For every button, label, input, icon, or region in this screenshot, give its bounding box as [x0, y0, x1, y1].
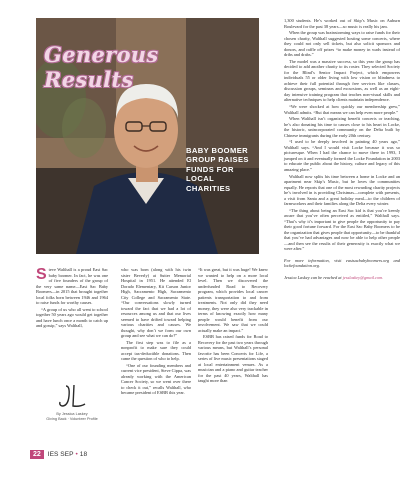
paragraph: The first step was to file as a nonprofit to make sure they could accept tax-deductible donations. Then came the question of who to help.: [121, 339, 191, 362]
article-column-3: [198, 267, 268, 463]
signature-mark: [56, 382, 88, 412]
paragraph: When the group was brainstorming ways to raise funds for their chosen charity, Walthall suggested hosting some concerts, where they could not only sell tickets, but also solicit sponsors and donors, and raffle off prizes “to make money in wads instead of dribs and drabs.”: [284, 30, 400, 58]
article-column-2: [121, 267, 191, 463]
paragraph: “One of our founding members and current vice president, Steve Cippa, was already working with the American Cancer Society, so we went over there to check it out,” recalls Walthall, who became president of ESBB this year.: [121, 362, 191, 396]
paragraph: When Walthall isn’t organizing benefit concerts or teaching, he’s also donating his time to causes close to his heart in Locke, the historic, unincorporated community on the Delta built by Chinese immigrants during the early 20th century.: [284, 116, 400, 138]
hero-photo: [36, 18, 259, 254]
folio-separator-icon: •: [75, 450, 78, 458]
subtitle-kicker: BABY BOOMER GROUP RAISES FUNDS FOR LOCAL CHARITIES: [186, 146, 249, 193]
paragraph: “It was great, but it was huge! We knew we wanted to help on a more local level. Then we discovered the underfunded Road to Recovery program, which provides local cancer patients transportation to and from treatments. Not only did they need money, they were also very trackable in terms of knowing exactly how many people would benefit from our involvement. We saw that we could actually make an impact.”: [198, 267, 268, 333]
paragraph: Walthall now splits his time between a home in Locke and an apartment near Skip’s Music, but he loves the communities equally. He reports that one of the most rewarding charity projects he’s involved in is providing Christmas—complete with presents, a visit from Santa and a great holiday meal—to the children of farmworkers and their families along the Delta every winter.: [284, 173, 400, 207]
paragraph: who was born (along with his twin sister Beverly) at Sutter Memorial Hospital in 1951. He attended El Dorado Elementary, Kit Carson Junior High, Sacramento High, Sacramento City College and Sacramento State. “Our conversations slowly turned toward the fact that we had a lot of resources among us and that our lives seemed to have drifted toward helping various charities and causes. We thought, why don’t we form our own group and see what we can do?”: [121, 267, 191, 338]
lead-paragraph: Steve Walthall is a proud East Sac baby boomer. In fact, he was one of five founders of the group of the very same name—East Sac Baby Boomers—in 2015 that brought together local folks born between 1946 and 1964 to raise funds for worthy causes.: [36, 266, 108, 305]
paragraph: “We were shocked at how quickly our membership grew,” Walthall admits. “But that means we can help even more people.”: [284, 104, 400, 115]
author-name: By Jessica Laskey: [56, 412, 88, 416]
page-title: Generous Results: [44, 42, 159, 92]
page-number: 22: [30, 450, 44, 459]
contact-line: Jessica Laskey can be reached at jesslaskey@gmail.com.: [284, 274, 384, 280]
publication-name: IES: [47, 450, 59, 458]
paragraph: 1,300 students. He’s worked out of Skip’s Music on Auburn Boulevard for the past 38 years—so music is really his jam.: [284, 18, 400, 29]
paragraph: “The thing about being an East Sac kid is that you’re keenly aware that you’ve often perceived as entitled,” Walthall says. “That’s why it’s important to give people the opportunity to pay their good fortune forward. For the East Sac Baby Boomers to be the organization that gives people that opportunity—to be thankful that you’ve had advantages and now be able to help other people—and then see the results of their generosity is exactly what we were after.”: [284, 207, 400, 252]
issue-month: SEP: [60, 450, 74, 458]
author-email-link[interactable]: jesslaskey@gmail.com.: [342, 274, 384, 280]
author-role: Giving Back · Volunteer Profile: [46, 416, 98, 421]
article-column-1: [36, 267, 108, 327]
drop-cap: S: [36, 266, 47, 283]
paragraph: “I used to be deeply involved in painting 40 years ago,” Walthall says. “And I would visit Locke because it was so picturesque. When I had the chance to move there in 1993, I jumped on it and eventually formed the Locke Foundation in 2003 to educate the public about the history, culture and legacy of this amazing place.”: [284, 139, 400, 172]
issue-year: 18: [79, 450, 88, 458]
more-info-note: For more information, visit eastsacbabyboomers.org and lockefoundation.org.: [284, 257, 400, 269]
page-folio: [30, 448, 87, 460]
paragraph: ESBB has raised funds for Road to Recovery for the past two years through various means, but Walthall’s personal favorite has been Concerts for Life, a series of live music presentations staged at local entertainment venues. As a musician and a piano and guitar teacher for the past 40 years, Walthall has taught more than: [198, 334, 268, 384]
paragraph: The model was a massive success, so this year the group has decided to add another charity to its roster. They selected Society for the Blind’s Senior Impact Project, which empowers individuals 55 or older living with low vision or blindness to achieve their full potential through free services like classes, discussion groups, seminars and excursions, as well as an eight-day intensive training program that teaches non-visual skills and alternative techniques to help clients maintain independence.: [284, 58, 400, 103]
paragraph: “A group of us who all went to school together 50 years ago would get together and have lunch once a month to catch up and gossip,” says Walthall,: [36, 306, 108, 329]
article-column-4: [284, 18, 400, 458]
author-signature: [36, 382, 108, 426]
